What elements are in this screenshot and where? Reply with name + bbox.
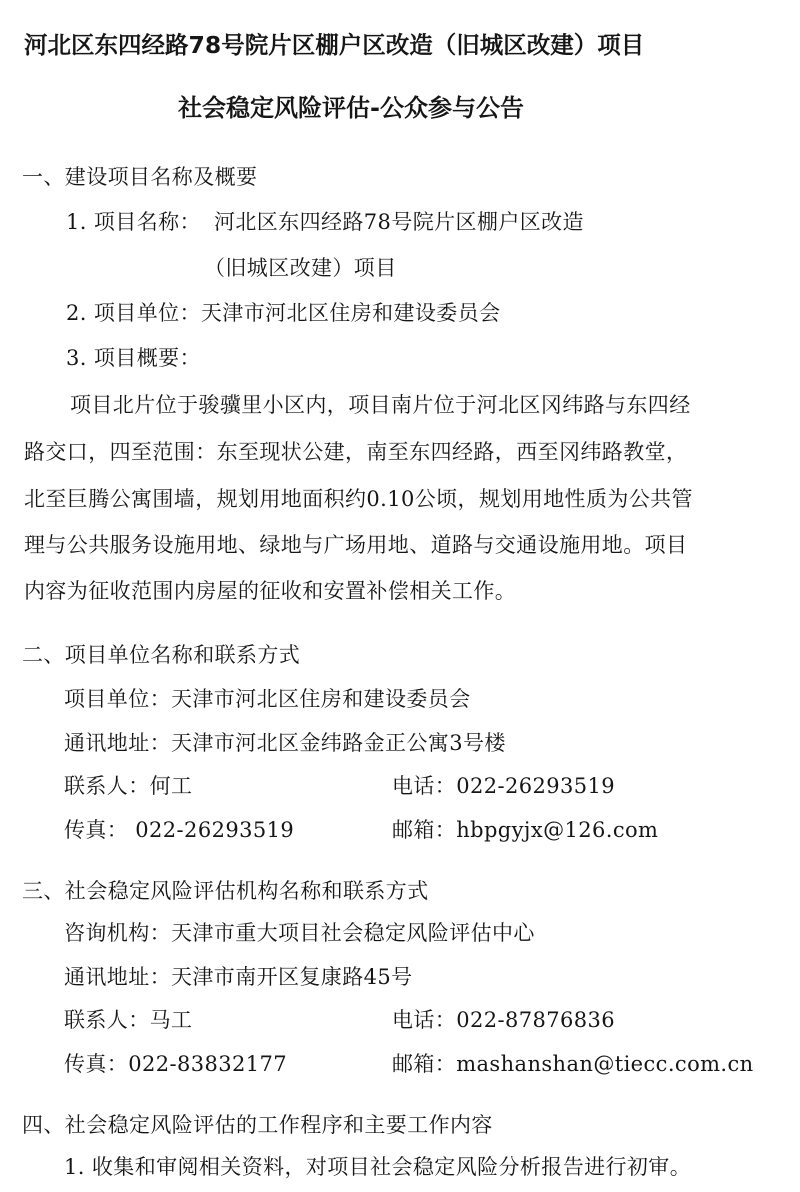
unit-name: 项目单位：天津市河北区住房和建设委员会	[64, 687, 471, 711]
summary-line-3: 北至巨腾公寓围墙，规划用地面积约0.10公顷，规划用地性质为公共管	[24, 487, 693, 511]
project-unit: 2. 项目单位：天津市河北区住房和建设委员会	[66, 301, 501, 325]
unit-phone: 电话：022-26293519	[392, 774, 616, 798]
unit-contact: 联系人：何工	[64, 774, 193, 798]
project-summary-label: 3. 项目概要：	[66, 346, 201, 370]
agency-phone: 电话：022-87876836	[392, 1008, 616, 1032]
summary-line-5: 内容为征收范围内房屋的征收和安置补偿相关工作。	[24, 579, 517, 603]
document-title-line1: 河北区东四经路78号院片区棚户区改造（旧城区改建）项目	[24, 31, 645, 59]
section4-heading: 四、社会稳定风险评估的工作程序和主要工作内容	[22, 1113, 493, 1137]
section3-heading: 三、社会稳定风险评估机构名称和联系方式	[22, 879, 429, 903]
project-name-value-line1: 河北区东四经路78号院片区棚户区改造	[214, 210, 584, 234]
summary-line-2: 路交口，四至范围：东至现状公建，南至东四经路，西至冈纬路教堂，	[24, 440, 688, 464]
section4-item1: 1. 收集和审阅相关资料，对项目社会稳定风险分析报告进行初审。	[64, 1155, 692, 1179]
section1-heading: 一、建设项目名称及概要	[22, 165, 258, 189]
agency-address: 通讯地址：天津市南开区复康路45号	[64, 965, 413, 989]
unit-email: 邮箱：hbpgyjx@126.com	[392, 818, 659, 842]
summary-line-1: 项目北片位于骏骥里小区内，项目南片位于河北区冈纬路与东四经	[70, 393, 691, 417]
project-name-label: 1. 项目名称：	[66, 210, 201, 234]
agency-email: 邮箱：mashanshan@tiecc.com.cn	[392, 1052, 754, 1076]
agency-contact: 联系人：马工	[64, 1008, 193, 1032]
project-name-value-line2: （旧城区改建）项目	[204, 256, 397, 280]
agency-name: 咨询机构：天津市重大项目社会稳定风险评估中心	[64, 921, 535, 945]
section2-heading: 二、项目单位名称和联系方式	[22, 643, 301, 667]
unit-address: 通讯地址：天津市河北区金纬路金正公寓3号楼	[64, 731, 506, 755]
unit-fax: 传真： 022-26293519	[64, 818, 295, 842]
agency-fax: 传真：022-83832177	[64, 1052, 288, 1076]
summary-line-4: 理与公共服务设施用地、绿地与广场用地、道路与交通设施用地。项目	[24, 533, 688, 557]
document-title-line2: 社会稳定风险评估-公众参与公告	[178, 94, 524, 122]
